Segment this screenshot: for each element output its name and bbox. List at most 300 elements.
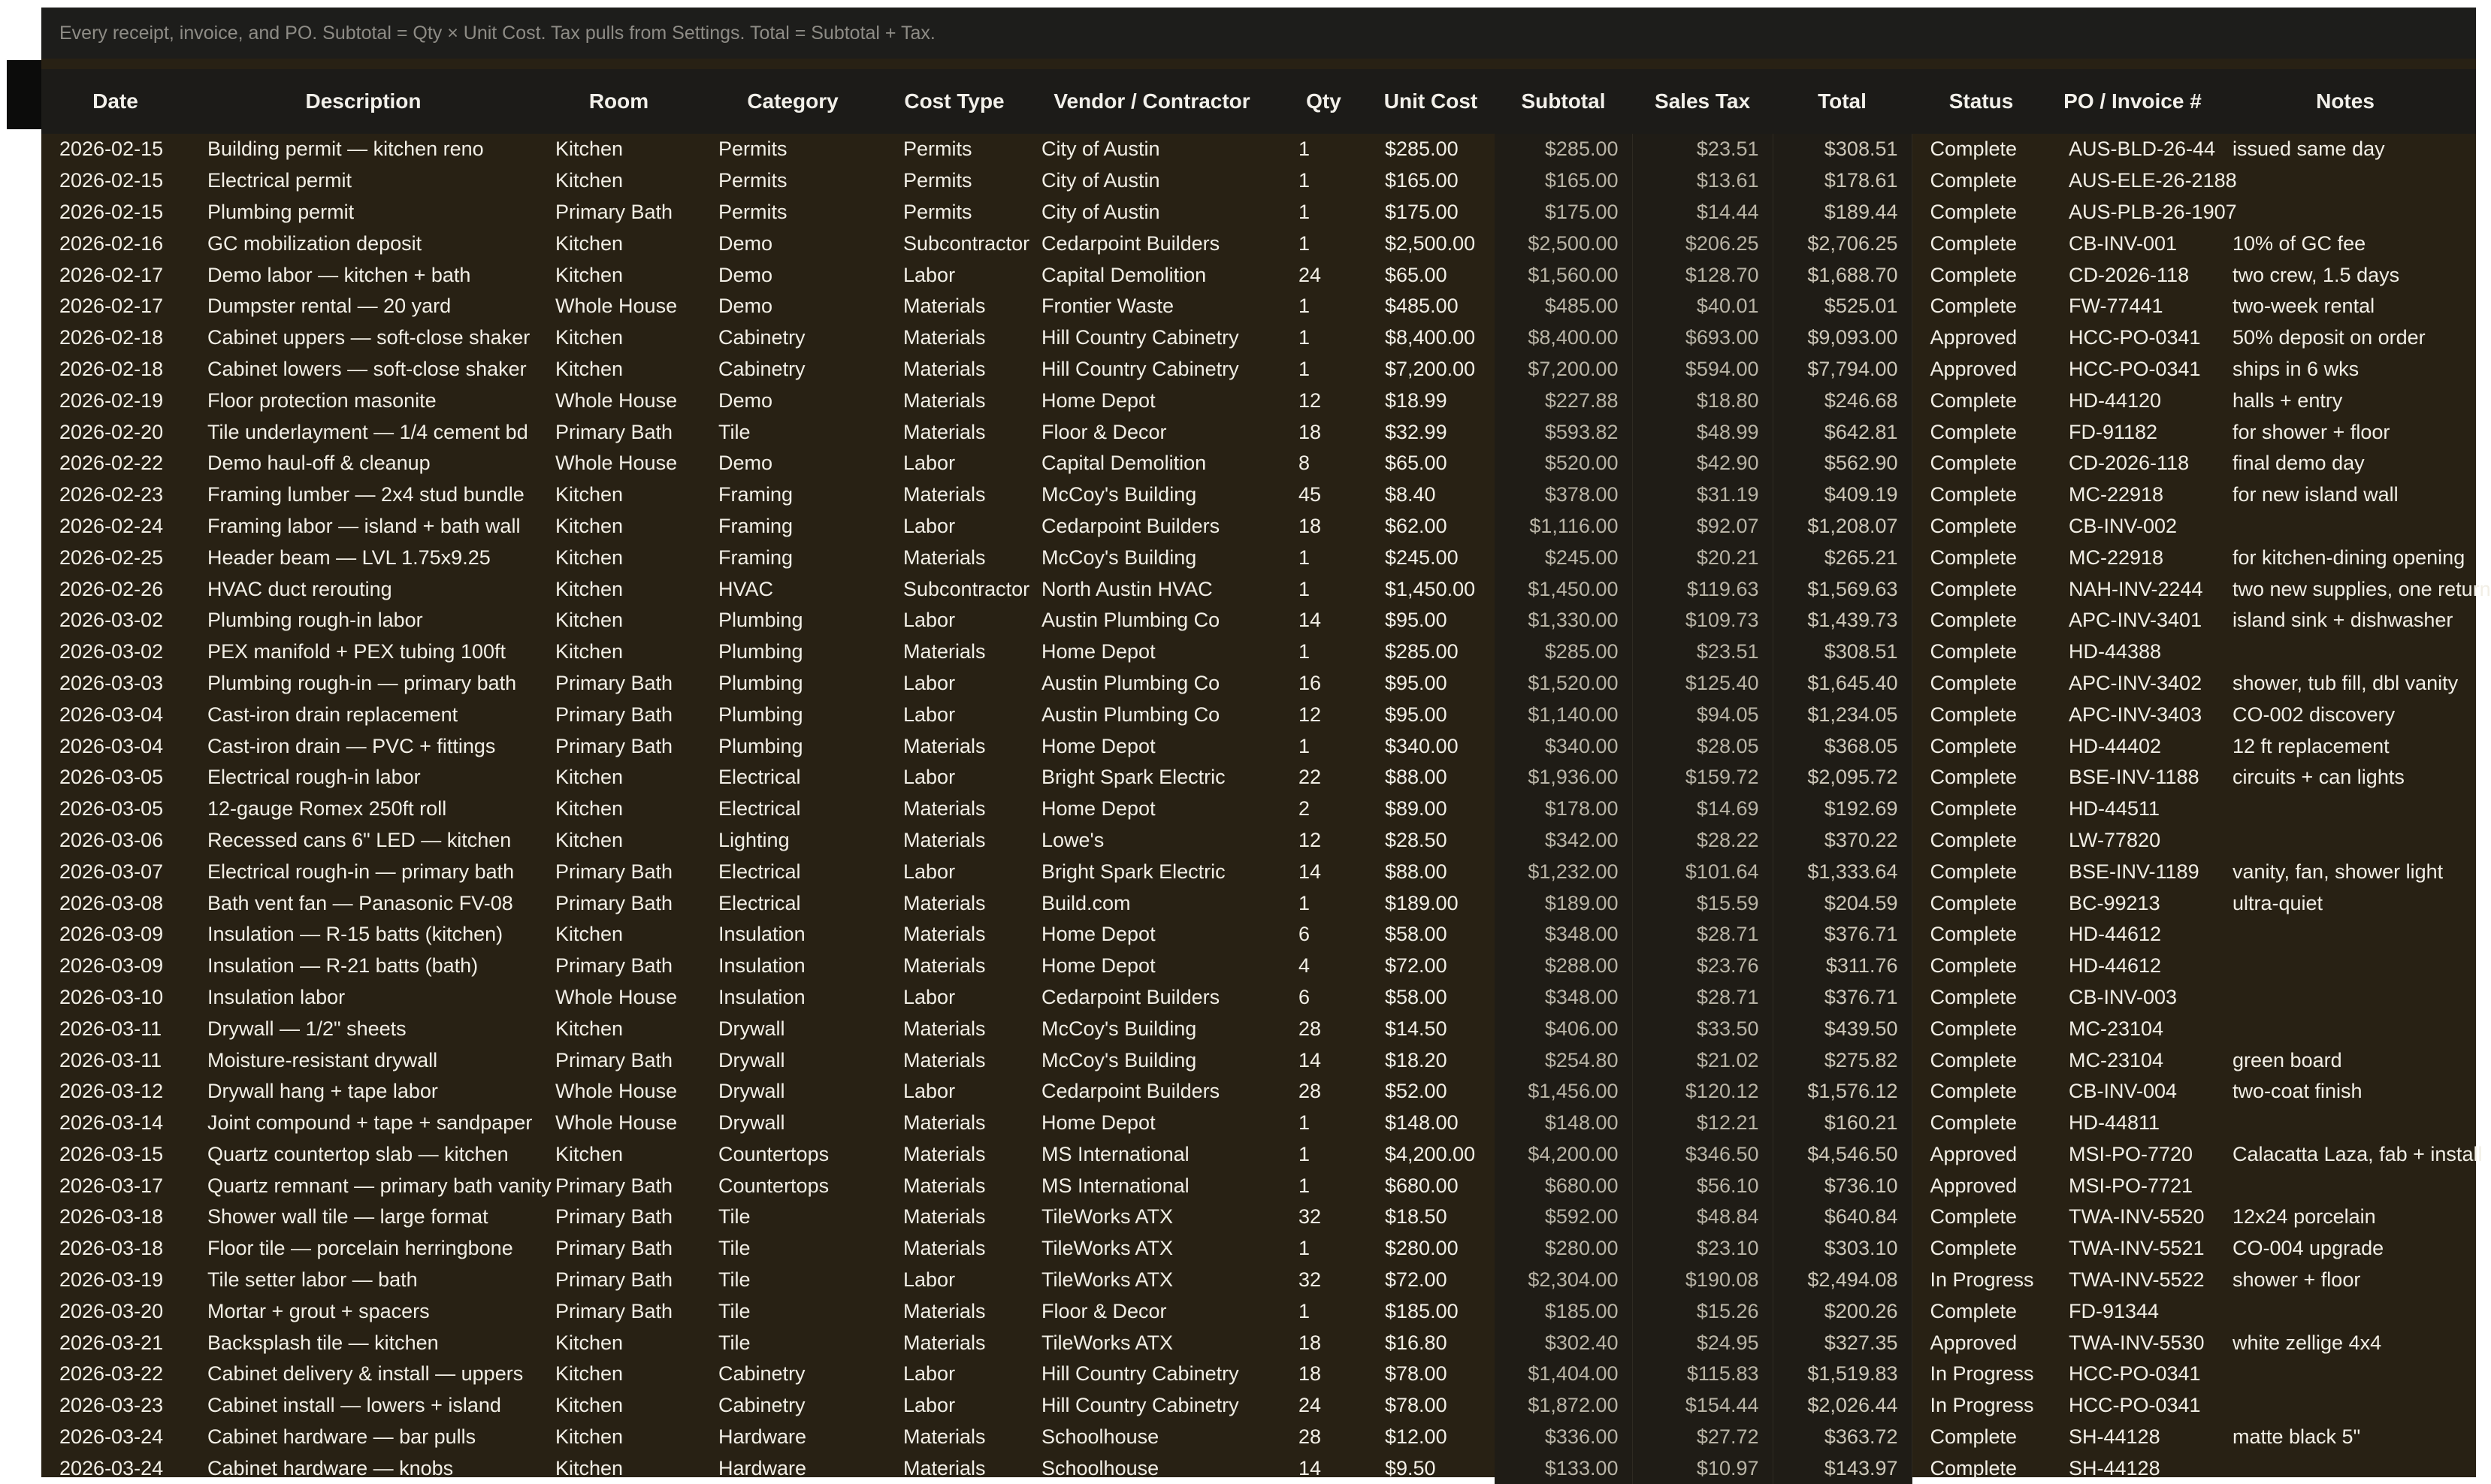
cell-category[interactable]: Demo <box>718 263 773 286</box>
cell-sales-tax[interactable]: $21.02 <box>1632 1044 1773 1076</box>
cell-category[interactable]: Framing <box>718 514 794 537</box>
cell-subtotal[interactable]: $1,232.00 <box>1495 856 1632 887</box>
cell-total[interactable]: $4,546.50 <box>1773 1139 1912 1171</box>
cell-total[interactable]: $409.19 <box>1773 479 1912 511</box>
cell-total[interactable]: $204.59 <box>1773 887 1912 919</box>
cell-sales-tax[interactable]: $28.71 <box>1632 919 1773 951</box>
cell-status[interactable]: Complete <box>1930 514 2018 537</box>
table-row[interactable] <box>41 134 2476 165</box>
cell-status[interactable]: Complete <box>1930 797 2018 821</box>
cell-sales-tax[interactable]: $190.08 <box>1632 1265 1773 1296</box>
cell-total[interactable]: $1,645.40 <box>1773 668 1912 700</box>
cell-notes[interactable] <box>2214 197 2476 228</box>
cell-total[interactable]: $327.35 <box>1773 1327 1912 1359</box>
cell-room[interactable]: Kitchen <box>555 1456 624 1479</box>
cell-sales-tax[interactable]: $101.64 <box>1632 856 1773 887</box>
cell-total[interactable]: $1,208.07 <box>1773 511 1912 543</box>
cell-date[interactable]: 2026-03-22 <box>59 1362 164 1386</box>
cell-notes[interactable] <box>2214 951 2476 982</box>
cell-category[interactable]: Insulation <box>718 985 806 1008</box>
cell-cost-type[interactable]: Materials <box>903 1174 986 1197</box>
cell-subtotal[interactable]: $7,200.00 <box>1495 354 1632 385</box>
cell-vendor[interactable]: Capital Demolition <box>1041 263 1207 286</box>
cell-description[interactable]: Electrical rough-in — primary bath <box>207 860 515 883</box>
cell-notes[interactable]: two new supplies, one return <box>2233 577 2491 600</box>
cell-po-invoice[interactable]: AUS-PLB-26-1907 <box>2069 200 2237 223</box>
table-row[interactable] <box>41 416 2476 448</box>
cell-status[interactable]: Complete <box>1930 577 2018 600</box>
cell-unit-cost[interactable]: $680.00 <box>1385 1174 1459 1197</box>
cell-notes[interactable] <box>2214 1295 2476 1327</box>
cell-status[interactable]: Complete <box>1930 860 2018 883</box>
cell-cost-type[interactable]: Materials <box>903 797 986 821</box>
cell-notes[interactable]: CO-002 discovery <box>2233 703 2396 726</box>
cell-room[interactable]: Kitchen <box>555 514 624 537</box>
cell-total[interactable]: $363.72 <box>1773 1422 1912 1453</box>
cell-date[interactable]: 2026-03-07 <box>59 860 164 883</box>
cell-date[interactable]: 2026-03-24 <box>59 1456 164 1479</box>
cell-category[interactable]: Plumbing <box>718 671 803 694</box>
cell-sales-tax[interactable]: $48.99 <box>1632 416 1773 448</box>
cell-date[interactable]: 2026-03-05 <box>59 797 164 821</box>
cell-description[interactable]: Cabinet hardware — bar pulls <box>207 1425 476 1449</box>
table-row[interactable] <box>41 1295 2476 1327</box>
cell-vendor[interactable]: Cedarpoint Builders <box>1041 985 1220 1008</box>
cell-vendor[interactable]: North Austin HVAC <box>1041 577 1213 600</box>
cell-vendor[interactable]: Home Depot <box>1041 797 1156 821</box>
cell-sales-tax[interactable]: $115.83 <box>1632 1359 1773 1390</box>
cell-unit-cost[interactable]: $2,500.00 <box>1385 231 1476 255</box>
cell-subtotal[interactable]: $336.00 <box>1495 1422 1632 1453</box>
cell-notes[interactable]: two crew, 1.5 days <box>2233 263 2400 286</box>
cell-qty[interactable]: 1 <box>1298 640 1310 663</box>
cell-sales-tax[interactable]: $28.05 <box>1632 730 1773 762</box>
table-row[interactable] <box>41 322 2476 354</box>
cell-status[interactable]: In Progress <box>1930 1268 2034 1292</box>
cell-total[interactable]: $143.97 <box>1773 1452 1912 1484</box>
cell-subtotal[interactable]: $165.00 <box>1495 165 1632 197</box>
table-row[interactable] <box>41 951 2476 982</box>
cell-subtotal[interactable]: $133.00 <box>1495 1452 1632 1484</box>
cell-room[interactable]: Kitchen <box>555 357 624 380</box>
cell-cost-type[interactable]: Materials <box>903 420 986 443</box>
cell-cost-type[interactable]: Labor <box>903 985 956 1008</box>
cell-total[interactable]: $1,439.73 <box>1773 605 1912 636</box>
cell-subtotal[interactable]: $1,450.00 <box>1495 573 1632 605</box>
cell-cost-type[interactable]: Permits <box>903 169 972 192</box>
cell-date[interactable]: 2026-02-22 <box>59 452 164 475</box>
cell-sales-tax[interactable]: $23.10 <box>1632 1233 1773 1265</box>
cell-notes[interactable]: two-week rental <box>2233 295 2375 318</box>
cell-room[interactable]: Kitchen <box>555 766 624 789</box>
cell-po-invoice[interactable]: HD-44811 <box>2069 1111 2160 1135</box>
cell-room[interactable]: Kitchen <box>555 1331 624 1354</box>
col-header-qty[interactable]: Qty <box>1280 69 1367 134</box>
cell-total[interactable]: $736.10 <box>1773 1170 1912 1201</box>
cell-notes[interactable]: circuits + can lights <box>2233 766 2405 789</box>
cell-category[interactable]: Hardware <box>718 1425 807 1449</box>
cell-sales-tax[interactable]: $40.01 <box>1632 291 1773 322</box>
cell-room[interactable]: Primary Bath <box>555 891 673 914</box>
table-row[interactable] <box>41 668 2476 700</box>
cell-po-invoice[interactable]: CB-INV-004 <box>2069 1080 2178 1103</box>
cell-date[interactable]: 2026-03-09 <box>59 954 164 978</box>
cell-notes[interactable]: 10% of GC fee <box>2233 231 2366 255</box>
cell-qty[interactable]: 24 <box>1298 263 1322 286</box>
cell-vendor[interactable]: Home Depot <box>1041 734 1156 757</box>
cell-status[interactable]: Approved <box>1930 1331 2018 1354</box>
table-row[interactable] <box>41 1013 2476 1044</box>
cell-qty[interactable]: 28 <box>1298 1080 1322 1103</box>
cell-status[interactable]: Complete <box>1930 985 2018 1008</box>
cell-qty[interactable]: 14 <box>1298 609 1322 632</box>
cell-room[interactable]: Primary Bath <box>555 703 673 726</box>
cell-unit-cost[interactable]: $78.00 <box>1385 1362 1447 1386</box>
cell-subtotal[interactable]: $1,560.00 <box>1495 259 1632 291</box>
cell-status[interactable]: Complete <box>1930 1237 2018 1260</box>
cell-date[interactable]: 2026-03-03 <box>59 671 164 694</box>
cell-date[interactable]: 2026-03-04 <box>59 734 164 757</box>
cell-description[interactable]: Dumpster rental — 20 yard <box>207 295 452 318</box>
cell-vendor[interactable]: Hill Country Cabinetry <box>1041 1394 1239 1417</box>
cell-cost-type[interactable]: Materials <box>903 923 986 946</box>
cell-category[interactable]: Tile <box>718 1299 751 1322</box>
cell-status[interactable]: Complete <box>1930 388 2018 412</box>
cell-unit-cost[interactable]: $88.00 <box>1385 766 1447 789</box>
table-row[interactable] <box>41 1233 2476 1265</box>
cell-unit-cost[interactable]: $58.00 <box>1385 923 1447 946</box>
table-row[interactable] <box>41 1108 2476 1139</box>
cell-qty[interactable]: 1 <box>1298 891 1310 914</box>
cell-status[interactable]: Complete <box>1930 1456 2018 1479</box>
cell-category[interactable]: Electrical <box>718 891 801 914</box>
cell-vendor[interactable]: McCoy's Building <box>1041 1017 1197 1040</box>
cell-status[interactable]: Complete <box>1930 231 2018 255</box>
cell-unit-cost[interactable]: $72.00 <box>1385 1268 1447 1292</box>
cell-status[interactable]: Complete <box>1930 546 2018 569</box>
cell-vendor[interactable]: Austin Plumbing Co <box>1041 703 1220 726</box>
cell-subtotal[interactable]: $406.00 <box>1495 1013 1632 1044</box>
table-row[interactable] <box>41 1422 2476 1453</box>
cell-description[interactable]: Tile setter labor — bath <box>207 1268 418 1292</box>
cell-cost-type[interactable]: Materials <box>903 1048 986 1071</box>
cell-notes[interactable] <box>2214 636 2476 668</box>
cell-description[interactable]: Quartz remnant — primary bath vanity <box>207 1174 552 1197</box>
cell-vendor[interactable]: Hill Country Cabinetry <box>1041 326 1239 349</box>
table-row[interactable] <box>41 542 2476 573</box>
cell-description[interactable]: Backsplash tile — kitchen <box>207 1331 439 1354</box>
cell-unit-cost[interactable]: $18.99 <box>1385 388 1447 412</box>
cell-qty[interactable]: 1 <box>1298 295 1310 318</box>
cell-date[interactable]: 2026-02-17 <box>59 263 164 286</box>
cell-total[interactable]: $2,026.44 <box>1773 1390 1912 1422</box>
cell-unit-cost[interactable]: $52.00 <box>1385 1080 1447 1103</box>
cell-notes[interactable]: matte black 5" <box>2233 1425 2361 1449</box>
cell-date[interactable]: 2026-02-19 <box>59 388 164 412</box>
cell-vendor[interactable]: MS International <box>1041 1174 1190 1197</box>
cell-date[interactable]: 2026-03-15 <box>59 1142 164 1165</box>
cell-date[interactable]: 2026-03-02 <box>59 640 164 663</box>
cell-total[interactable]: $525.01 <box>1773 291 1912 322</box>
cell-notes[interactable] <box>2214 825 2476 857</box>
cell-description[interactable]: Drywall hang + tape labor <box>207 1080 438 1103</box>
cell-total[interactable]: $308.51 <box>1773 134 1912 165</box>
cell-subtotal[interactable]: $285.00 <box>1495 636 1632 668</box>
cell-sales-tax[interactable]: $12.21 <box>1632 1108 1773 1139</box>
cell-sales-tax[interactable]: $109.73 <box>1632 605 1773 636</box>
cell-total[interactable]: $303.10 <box>1773 1233 1912 1265</box>
cell-qty[interactable]: 1 <box>1298 1237 1310 1260</box>
cell-po-invoice[interactable]: APC-INV-3402 <box>2069 671 2202 694</box>
cell-qty[interactable]: 18 <box>1298 420 1322 443</box>
cell-notes[interactable]: for shower + floor <box>2233 420 2390 443</box>
cell-notes[interactable]: Calacatta Laza, fab + install <box>2233 1142 2483 1165</box>
cell-cost-type[interactable]: Labor <box>903 1362 956 1386</box>
table-row[interactable] <box>41 1076 2476 1108</box>
cell-room[interactable]: Kitchen <box>555 1425 624 1449</box>
cell-date[interactable]: 2026-02-26 <box>59 577 164 600</box>
cell-category[interactable]: Drywall <box>718 1017 785 1040</box>
cell-description[interactable]: Plumbing rough-in labor <box>207 609 423 632</box>
cell-description[interactable]: Floor tile — porcelain herringbone <box>207 1237 513 1260</box>
cell-subtotal[interactable]: $1,140.00 <box>1495 699 1632 730</box>
cell-status[interactable]: Complete <box>1930 734 2018 757</box>
cell-status[interactable]: Complete <box>1930 828 2018 851</box>
cell-cost-type[interactable]: Materials <box>903 734 986 757</box>
cell-total[interactable]: $1,576.12 <box>1773 1076 1912 1108</box>
cell-room[interactable]: Kitchen <box>555 1394 624 1417</box>
cell-room[interactable]: Primary Bath <box>555 1299 673 1322</box>
cell-unit-cost[interactable]: $14.50 <box>1385 1017 1447 1040</box>
cell-po-invoice[interactable]: LW-77820 <box>2069 828 2161 851</box>
cell-total[interactable]: $2,494.08 <box>1773 1265 1912 1296</box>
cell-total[interactable]: $192.69 <box>1773 793 1912 825</box>
cell-status[interactable]: Complete <box>1930 671 2018 694</box>
cell-category[interactable]: Permits <box>718 138 788 161</box>
cell-qty[interactable]: 18 <box>1298 1331 1322 1354</box>
cell-total[interactable]: $7,794.00 <box>1773 354 1912 385</box>
cell-room[interactable]: Kitchen <box>555 609 624 632</box>
cell-cost-type[interactable]: Permits <box>903 138 972 161</box>
cell-subtotal[interactable]: $280.00 <box>1495 1233 1632 1265</box>
cell-po-invoice[interactable]: APC-INV-3401 <box>2069 609 2202 632</box>
cell-category[interactable]: Plumbing <box>718 734 803 757</box>
cell-vendor[interactable]: Home Depot <box>1041 640 1156 663</box>
cell-category[interactable]: Tile <box>718 420 751 443</box>
cell-po-invoice[interactable]: MC-23104 <box>2069 1048 2164 1071</box>
cell-total[interactable]: $189.44 <box>1773 197 1912 228</box>
cell-unit-cost[interactable]: $95.00 <box>1385 671 1447 694</box>
cell-date[interactable]: 2026-03-17 <box>59 1174 164 1197</box>
cell-vendor[interactable]: Cedarpoint Builders <box>1041 1080 1220 1103</box>
cell-date[interactable]: 2026-03-19 <box>59 1268 164 1292</box>
col-header-description[interactable]: Description <box>189 69 537 134</box>
cell-room[interactable]: Whole House <box>555 388 678 412</box>
cell-date[interactable]: 2026-03-21 <box>59 1331 164 1354</box>
cell-description[interactable]: Cabinet uppers — soft-close shaker <box>207 326 531 349</box>
cell-notes[interactable]: 50% deposit on order <box>2233 326 2426 349</box>
cell-cost-type[interactable]: Labor <box>903 860 956 883</box>
cell-sales-tax[interactable]: $56.10 <box>1632 1170 1773 1201</box>
cell-qty[interactable]: 1 <box>1298 1299 1310 1322</box>
cell-category[interactable]: Demo <box>718 388 773 412</box>
table-row[interactable] <box>41 982 2476 1014</box>
cell-qty[interactable]: 1 <box>1298 546 1310 569</box>
cell-notes[interactable] <box>2214 919 2476 951</box>
cell-description[interactable]: Shower wall tile — large format <box>207 1205 488 1229</box>
cell-cost-type[interactable]: Materials <box>903 546 986 569</box>
cell-subtotal[interactable]: $189.00 <box>1495 887 1632 919</box>
cell-qty[interactable]: 1 <box>1298 1142 1310 1165</box>
cell-category[interactable]: Plumbing <box>718 609 803 632</box>
cell-category[interactable]: Tile <box>718 1331 751 1354</box>
cell-unit-cost[interactable]: $4,200.00 <box>1385 1142 1476 1165</box>
cell-total[interactable]: $439.50 <box>1773 1013 1912 1044</box>
table-row[interactable] <box>41 793 2476 825</box>
cell-sales-tax[interactable]: $154.44 <box>1632 1390 1773 1422</box>
cell-status[interactable]: Complete <box>1930 1048 2018 1071</box>
cell-room[interactable]: Primary Bath <box>555 1048 673 1071</box>
cell-status[interactable]: Complete <box>1930 766 2018 789</box>
cell-po-invoice[interactable]: HCC-PO-0341 <box>2069 326 2201 349</box>
cell-status[interactable]: Complete <box>1930 1205 2018 1229</box>
cell-notes[interactable]: final demo day <box>2233 452 2365 475</box>
table-row[interactable] <box>41 699 2476 730</box>
cell-subtotal[interactable]: $348.00 <box>1495 919 1632 951</box>
cell-qty[interactable]: 32 <box>1298 1268 1322 1292</box>
cell-category[interactable]: Countertops <box>718 1142 830 1165</box>
cell-cost-type[interactable]: Labor <box>903 1394 956 1417</box>
cell-qty[interactable]: 2 <box>1298 797 1310 821</box>
cell-room[interactable]: Whole House <box>555 295 678 318</box>
table-row[interactable] <box>41 259 2476 291</box>
cell-cost-type[interactable]: Materials <box>903 1142 986 1165</box>
cell-po-invoice[interactable]: HD-44402 <box>2069 734 2162 757</box>
cell-category[interactable]: Plumbing <box>718 640 803 663</box>
cell-category[interactable]: Permits <box>718 169 788 192</box>
cell-cost-type[interactable]: Materials <box>903 1456 986 1479</box>
table-row[interactable] <box>41 1390 2476 1422</box>
cell-po-invoice[interactable]: SH-44128 <box>2069 1425 2160 1449</box>
table-row[interactable] <box>41 197 2476 228</box>
cell-room[interactable]: Kitchen <box>555 169 624 192</box>
cell-unit-cost[interactable]: $18.50 <box>1385 1205 1447 1229</box>
cell-cost-type[interactable]: Permits <box>903 200 972 223</box>
cell-subtotal[interactable]: $593.82 <box>1495 416 1632 448</box>
cell-status[interactable]: Complete <box>1930 1425 2018 1449</box>
cell-description[interactable]: GC mobilization deposit <box>207 231 422 255</box>
cell-unit-cost[interactable]: $175.00 <box>1385 200 1459 223</box>
cell-room[interactable]: Kitchen <box>555 1362 624 1386</box>
cell-po-invoice[interactable]: HCC-PO-0341 <box>2069 1362 2201 1386</box>
cell-unit-cost[interactable]: $280.00 <box>1385 1237 1459 1260</box>
col-header-category[interactable]: Category <box>700 69 885 134</box>
cell-notes[interactable]: for new island wall <box>2233 483 2399 506</box>
cell-po-invoice[interactable]: APC-INV-3403 <box>2069 703 2202 726</box>
cell-description[interactable]: Moisture-resistant drywall <box>207 1048 438 1071</box>
cell-sales-tax[interactable]: $27.72 <box>1632 1422 1773 1453</box>
cell-category[interactable]: Tile <box>718 1268 751 1292</box>
cell-status[interactable]: Complete <box>1930 891 2018 914</box>
cell-po-invoice[interactable]: BSE-INV-1189 <box>2069 860 2199 883</box>
cell-po-invoice[interactable]: SH-44128 <box>2069 1456 2160 1479</box>
cell-unit-cost[interactable]: $12.00 <box>1385 1425 1447 1449</box>
cell-description[interactable]: PEX manifold + PEX tubing 100ft <box>207 640 506 663</box>
cell-po-invoice[interactable]: CB-INV-002 <box>2069 514 2178 537</box>
cell-notes[interactable] <box>2214 1013 2476 1044</box>
cell-qty[interactable]: 22 <box>1298 766 1322 789</box>
cell-description[interactable]: Insulation — R-15 batts (kitchen) <box>207 923 503 946</box>
table-row[interactable] <box>41 730 2476 762</box>
cell-room[interactable]: Primary Bath <box>555 1205 673 1229</box>
cell-subtotal[interactable]: $2,304.00 <box>1495 1265 1632 1296</box>
cell-total[interactable]: $9,093.00 <box>1773 322 1912 354</box>
table-row[interactable] <box>41 825 2476 857</box>
cell-date[interactable]: 2026-03-05 <box>59 766 164 789</box>
cell-subtotal[interactable]: $4,200.00 <box>1495 1139 1632 1171</box>
cell-notes[interactable]: ultra-quiet <box>2233 891 2323 914</box>
cell-description[interactable]: Framing labor — island + bath wall <box>207 514 521 537</box>
cell-description[interactable]: Recessed cans 6" LED — kitchen <box>207 828 512 851</box>
cell-po-invoice[interactable]: MC-22918 <box>2069 483 2164 506</box>
cell-status[interactable]: Complete <box>1930 452 2018 475</box>
cell-unit-cost[interactable]: $32.99 <box>1385 420 1447 443</box>
cell-qty[interactable]: 1 <box>1298 357 1310 380</box>
cell-room[interactable]: Primary Bath <box>555 420 673 443</box>
cell-unit-cost[interactable]: $88.00 <box>1385 860 1447 883</box>
cell-date[interactable]: 2026-03-08 <box>59 891 164 914</box>
cell-vendor[interactable]: Bright Spark Electric <box>1041 860 1226 883</box>
cell-vendor[interactable]: McCoy's Building <box>1041 1048 1197 1071</box>
cell-subtotal[interactable]: $302.40 <box>1495 1327 1632 1359</box>
cell-sales-tax[interactable]: $594.00 <box>1632 354 1773 385</box>
cell-date[interactable]: 2026-03-18 <box>59 1205 164 1229</box>
cell-vendor[interactable]: Floor & Decor <box>1041 420 1167 443</box>
cell-po-invoice[interactable]: CB-INV-003 <box>2069 985 2178 1008</box>
cell-qty[interactable]: 1 <box>1298 326 1310 349</box>
cell-description[interactable]: Plumbing rough-in — primary bath <box>207 671 517 694</box>
cell-description[interactable]: Tile underlayment — 1/4 cement bd <box>207 420 528 443</box>
cell-room[interactable]: Kitchen <box>555 263 624 286</box>
cell-vendor[interactable]: Schoolhouse <box>1041 1456 1159 1479</box>
cell-category[interactable]: Cabinetry <box>718 1362 806 1386</box>
cell-po-invoice[interactable]: TWA-INV-5521 <box>2069 1237 2205 1260</box>
cell-vendor[interactable]: TileWorks ATX <box>1041 1237 1174 1260</box>
table-row[interactable] <box>41 165 2476 197</box>
col-header-unit-cost[interactable]: Unit Cost <box>1367 69 1495 134</box>
cell-unit-cost[interactable]: $95.00 <box>1385 703 1447 726</box>
cell-po-invoice[interactable]: MC-22918 <box>2069 546 2164 569</box>
cell-unit-cost[interactable]: $16.80 <box>1385 1331 1447 1354</box>
cell-subtotal[interactable]: $175.00 <box>1495 197 1632 228</box>
cell-description[interactable]: Framing lumber — 2x4 stud bundle <box>207 483 525 506</box>
cell-sales-tax[interactable]: $23.51 <box>1632 636 1773 668</box>
cell-subtotal[interactable]: $348.00 <box>1495 982 1632 1014</box>
cell-unit-cost[interactable]: $165.00 <box>1385 169 1459 192</box>
col-header-total[interactable]: Total <box>1773 69 1912 134</box>
cell-subtotal[interactable]: $2,500.00 <box>1495 228 1632 259</box>
cell-unit-cost[interactable]: $28.50 <box>1385 828 1447 851</box>
cell-po-invoice[interactable]: MSI-PO-7720 <box>2069 1142 2193 1165</box>
cell-subtotal[interactable]: $1,456.00 <box>1495 1076 1632 1108</box>
cell-total[interactable]: $368.05 <box>1773 730 1912 762</box>
cell-vendor[interactable]: Lowe's <box>1041 828 1105 851</box>
cell-sales-tax[interactable]: $28.71 <box>1632 982 1773 1014</box>
cell-po-invoice[interactable]: NAH-INV-2244 <box>2069 577 2203 600</box>
cell-subtotal[interactable]: $1,872.00 <box>1495 1390 1632 1422</box>
cell-description[interactable]: Building permit — kitchen reno <box>207 138 484 161</box>
cell-description[interactable]: Bath vent fan — Panasonic FV-08 <box>207 891 513 914</box>
